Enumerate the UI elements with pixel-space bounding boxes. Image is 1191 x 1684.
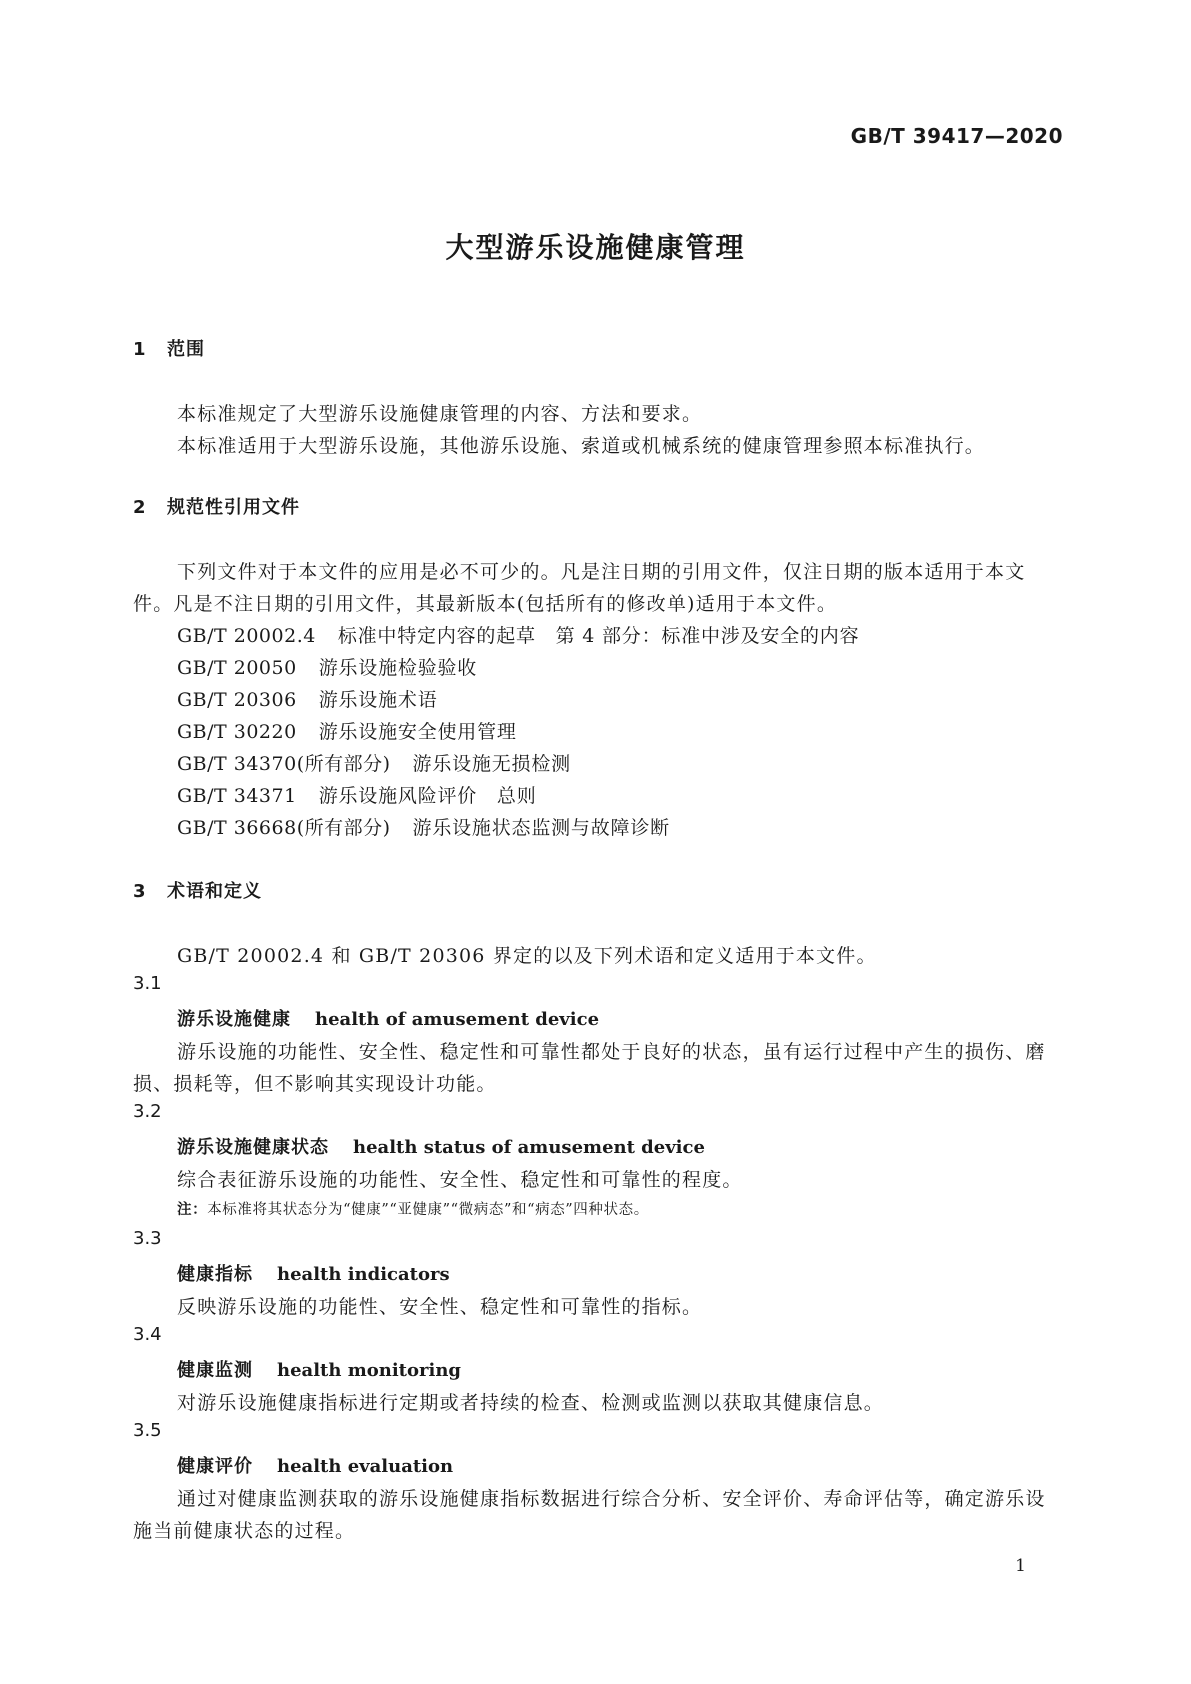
term-definition-continuation: 损、损耗等，但不影响其实现设计功能。	[133, 1073, 497, 1095]
section-3-heading	[133, 877, 262, 903]
term-number: 3.2	[133, 1101, 162, 1122]
term-heading	[177, 1452, 453, 1478]
term-chinese: 健康指标	[177, 1264, 253, 1285]
paragraph: GB/T 20002.4 和 GB/T 20306 界定的以及下列术语和定义适用于本文件。	[177, 945, 877, 967]
reference-title: 游乐设施无损检测	[412, 753, 571, 775]
reference-code: GB/T 20050	[177, 657, 297, 679]
reference-item	[177, 621, 859, 648]
reference-code: GB/T 30220	[177, 721, 297, 743]
reference-title: 游乐设施安全使用管理	[318, 721, 517, 743]
term-number: 3.1	[133, 973, 162, 994]
reference-title: 游乐设施术语	[318, 689, 438, 711]
reference-item	[177, 781, 537, 808]
term-chinese: 健康监测	[177, 1360, 253, 1381]
term-chinese: 游乐设施健康	[177, 1009, 291, 1030]
reference-code: GB/T 34371	[177, 785, 297, 807]
reference-item	[177, 717, 517, 744]
term-note	[177, 1198, 649, 1219]
note-label: 注：	[177, 1202, 208, 1218]
reference-item	[177, 749, 571, 776]
term-heading	[177, 1133, 705, 1159]
term-english: health status of amusement device	[353, 1137, 705, 1158]
term-definition: 综合表征游乐设施的功能性、安全性、稳定性和可靠性的程度。	[177, 1169, 743, 1191]
reference-code: GB/T 20306	[177, 689, 297, 711]
term-heading	[177, 1356, 461, 1382]
paragraph: 本标准规定了大型游乐设施健康管理的内容、方法和要求。	[177, 403, 703, 425]
page-number: 1	[1015, 1556, 1026, 1576]
term-definition: 反映游乐设施的功能性、安全性、稳定性和可靠性的指标。	[177, 1296, 703, 1318]
section-title: 规范性引用文件	[167, 497, 300, 518]
note-text: 本标准将其状态分为“健康”“亚健康”“微病态”和“病态”四种状态。	[207, 1202, 649, 1218]
section-title: 范围	[167, 339, 205, 360]
section-number: 1	[133, 339, 147, 360]
term-chinese: 健康评价	[177, 1456, 253, 1477]
reference-item	[177, 653, 477, 680]
term-english: health indicators	[277, 1264, 450, 1285]
term-number: 3.3	[133, 1228, 162, 1249]
section-2-heading	[133, 493, 300, 519]
term-definition: 对游乐设施健康指标进行定期或者持续的检查、检测或监测以获取其健康信息。	[177, 1392, 885, 1414]
reference-code: GB/T 20002.4	[177, 625, 316, 647]
term-definition: 通过对健康监测获取的游乐设施健康指标数据进行综合分析、安全评价、寿命评估等，确定游乐设	[177, 1488, 1046, 1510]
section-1-heading	[133, 335, 205, 361]
term-number: 3.5	[133, 1420, 162, 1441]
term-heading	[177, 1005, 599, 1031]
term-english: health monitoring	[277, 1360, 461, 1381]
term-number: 3.4	[133, 1324, 162, 1345]
term-chinese: 游乐设施健康状态	[177, 1137, 329, 1158]
term-english: health evaluation	[277, 1456, 454, 1477]
term-definition-continuation: 施当前健康状态的过程。	[133, 1520, 356, 1542]
section-number: 2	[133, 497, 147, 518]
paragraph-continuation: 件。凡是不注日期的引用文件，其最新版本(包括所有的修改单)适用于本文件。	[133, 593, 838, 615]
reference-title: 游乐设施状态监测与故障诊断	[412, 817, 670, 839]
document-title: 大型游乐设施健康管理	[445, 231, 746, 264]
section-title: 术语和定义	[167, 881, 262, 902]
section-number: 3	[133, 881, 147, 902]
reference-title: 标准中特定内容的起草 第 4 部分：标准中涉及安全的内容	[337, 625, 860, 647]
reference-code: GB/T 36668(所有部分)	[177, 817, 391, 839]
paragraph: 下列文件对于本文件的应用是必不可少的。凡是注日期的引用文件，仅注日期的版本适用于本文	[177, 561, 1026, 583]
term-heading	[177, 1260, 450, 1286]
reference-title: 游乐设施检验验收	[318, 657, 478, 679]
paragraph: 本标准适用于大型游乐设施，其他游乐设施、索道或机械系统的健康管理参照本标准执行。	[177, 435, 986, 457]
reference-item	[177, 685, 438, 712]
reference-code: GB/T 34370(所有部分)	[177, 753, 391, 775]
standard-code: GB/T 39417—2020	[850, 124, 1063, 148]
reference-title: 游乐设施风险评价 总则	[318, 785, 537, 807]
term-definition: 游乐设施的功能性、安全性、稳定性和可靠性都处于良好的状态，虽有运行过程中产生的损伤、磨	[177, 1041, 1046, 1063]
reference-item	[177, 813, 670, 840]
term-english: health of amusement device	[315, 1009, 600, 1030]
